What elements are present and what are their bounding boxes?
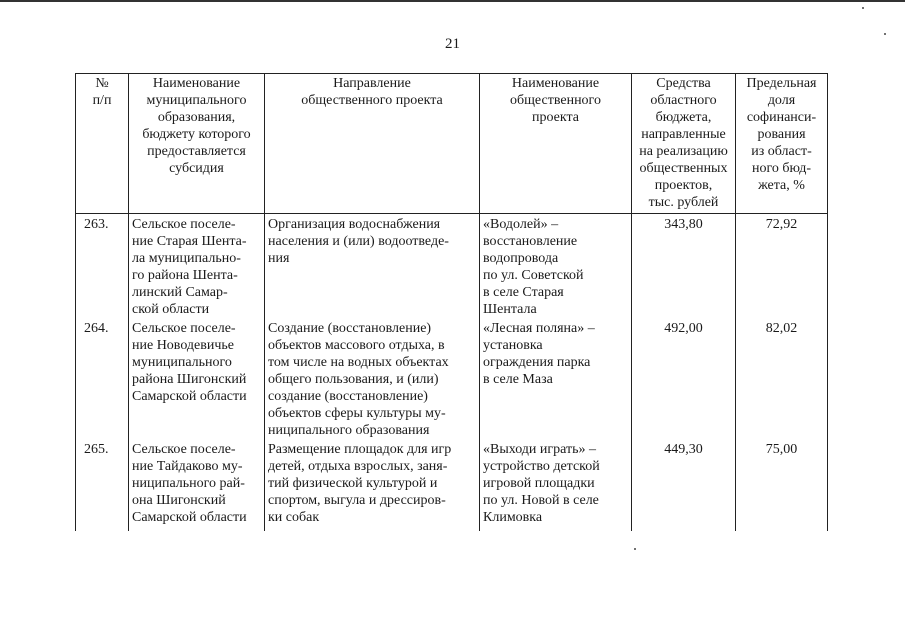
municipality-cell: Сельское поселе- ние Тайдаково му- ниципального рай- она Шигонский Самарской области — [129, 439, 265, 531]
direction-cell: Размещение площадок для игр детей, отдыха взрослых, заня- тий физической культурой и спортом, выгула и дрессиров- ки собак — [265, 439, 480, 531]
header-municipality: Наименование муниципального образования, бюджету которого предоставляется субсидия — [129, 74, 265, 214]
header-share: Предельная доля софинанси- рования из област- ного бюд- жета, % — [736, 74, 828, 214]
project-cell: «Выходи играть» – устройство детской игровой площадки по ул. Новой в селе Климовка — [480, 439, 632, 531]
header-number: № п/п — [76, 74, 129, 214]
scan-speck — [862, 7, 864, 9]
scan-edge-line — [0, 0, 905, 2]
scan-speck — [884, 33, 886, 35]
header-funds: Средства областного бюджета, направленные на реализацию общественных проектов, тыс. рублей — [632, 74, 736, 214]
row-number: 263. — [76, 214, 129, 319]
row-number: 264. — [76, 318, 129, 439]
share-cell: 75,00 — [736, 439, 828, 531]
direction-cell: Организация водоснабжения населения и (или) водоотведе- ния — [265, 214, 480, 319]
funds-cell: 343,80 — [632, 214, 736, 319]
share-cell: 82,02 — [736, 318, 828, 439]
table-header-row — [76, 74, 828, 214]
table-row — [76, 439, 828, 531]
funds-cell: 492,00 — [632, 318, 736, 439]
header-project-name: Наименование общественного проекта — [480, 74, 632, 214]
project-cell: «Водолей» – восстановление водопровода по ул. Советской в селе Старая Шентала — [480, 214, 632, 319]
subsidy-table — [75, 73, 828, 531]
direction-cell: Создание (восстановление) объектов массового отдыха, в том числе на водных объектах общего пользования, и (или) создание (восстановление) объектов сферы культуры му- ниципального образования — [265, 318, 480, 439]
header-direction: Направление общественного проекта — [265, 74, 480, 214]
share-cell: 72,92 — [736, 214, 828, 319]
table-row — [76, 318, 828, 439]
project-cell: «Лесная поляна» – установка ограждения парка в селе Маза — [480, 318, 632, 439]
funds-cell: 449,30 — [632, 439, 736, 531]
row-number: 265. — [76, 439, 129, 531]
scan-speck — [634, 548, 636, 550]
municipality-cell: Сельское поселе- ние Старая Шента- ла муниципально- го района Шента- линский Самар- ской области — [129, 214, 265, 319]
table-row — [76, 214, 828, 319]
page-number: 21 — [445, 36, 460, 52]
municipality-cell: Сельское поселе- ние Новодевичье муниципального района Шигонский Самарской области — [129, 318, 265, 439]
